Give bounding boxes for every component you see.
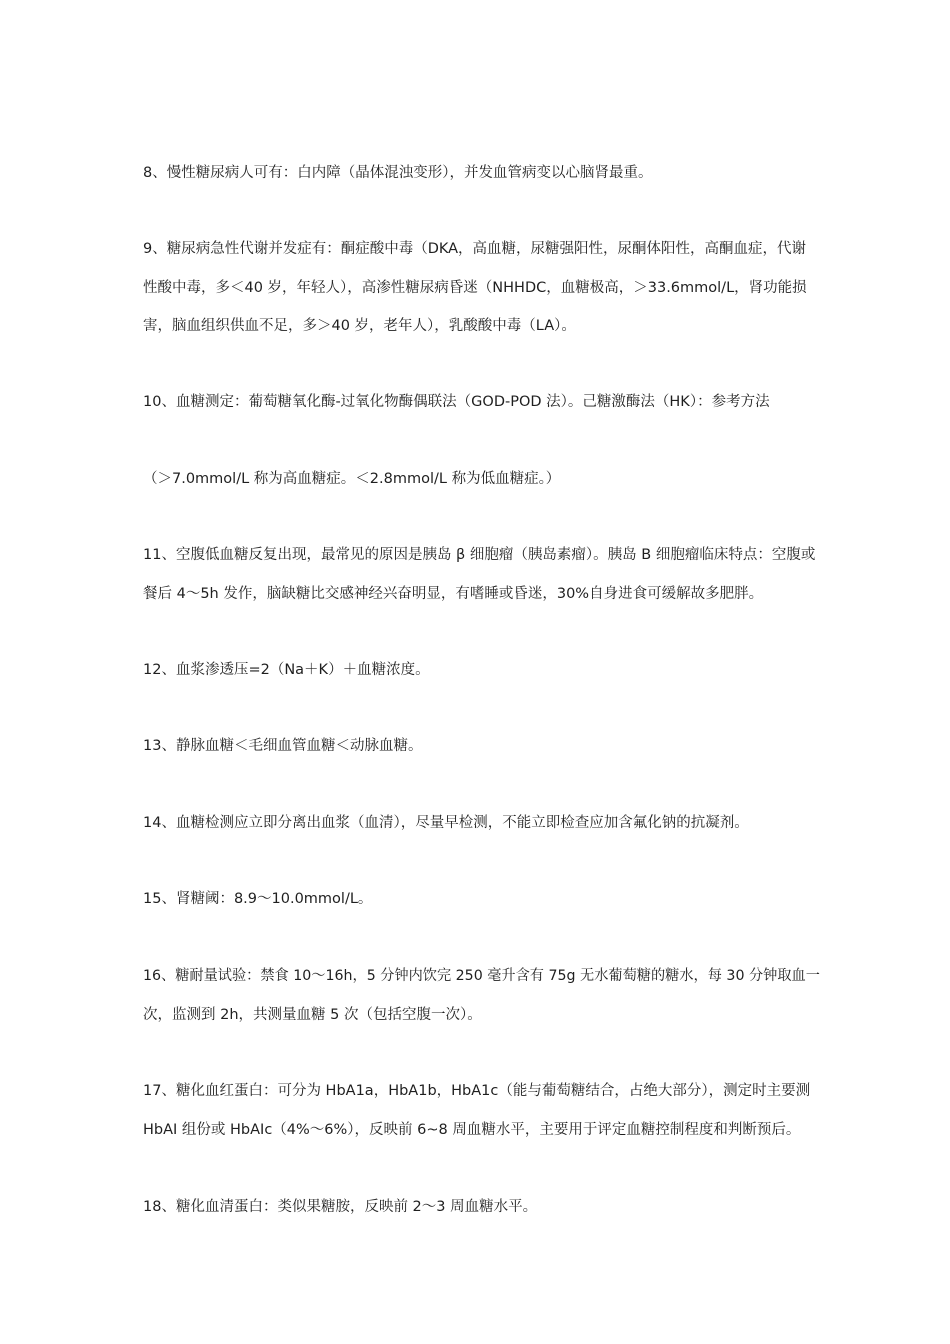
item-14-line-1: 14、血糖检测应立即分离出血浆（血清），尽量早检测，不能立即检查应加含氟化钠的抗凝剂。: [143, 815, 749, 831]
item-10-line-1: 10、血糖测定：葡萄糖氧化酶-过氧化物酶偶联法（GOD-POD 法）。己糖激酶法（HK）：参考方法: [143, 394, 770, 410]
item-16-line-2: 次，监测到 2h，共测量血糖 5 次（包括空腹一次）。: [143, 1007, 482, 1023]
item-13-line-1: 13、静脉血糖＜毛细血管血糖＜动脉血糖。: [143, 738, 423, 754]
item-10-line-2: （＞7.0mmol/L 称为高血糖症。＜2.8mmol/L 称为低血糖症。）: [143, 471, 561, 487]
item-12-line-1: 12、血浆渗透压=2（Na＋K）＋血糖浓度。: [143, 662, 430, 678]
item-9-line-3: 害，脑血组织供血不足，多＞40 岁，老年人），乳酸酸中毒（LA）。: [143, 318, 576, 334]
item-17-line-1: 17、糖化血红蛋白：可分为 HbA1a，HbA1b，HbA1c（能与葡萄糖结合，占绝大部分），测定时主要测: [143, 1083, 811, 1099]
item-17-line-2: HbAI 组份或 HbAIc（4%～6%），反映前 6~8 周血糖水平，主要用于评定血糖控制程度和判断预后。: [143, 1122, 801, 1138]
item-18-line-1: 18、糖化血清蛋白：类似果糖胺，反映前 2～3 周血糖水平。: [143, 1199, 538, 1215]
item-8-line-1: 8、慢性糖尿病人可有：白内障（晶体混浊变形），并发血管病变以心脑肾最重。: [143, 165, 653, 181]
item-11-line-1: 11、空腹低血糖反复出现，最常见的原因是胰岛 β 细胞瘤（胰岛素瘤）。胰岛 B 细胞瘤临床特点：空腹或: [143, 547, 816, 563]
item-16-line-1: 16、糖耐量试验：禁食 10～16h，5 分钟内饮完 250 毫升含有 75g 无水葡萄糖的糖水，每 30 分钟取血一: [143, 968, 820, 984]
item-15-line-1: 15、肾糖阈：8.9～10.0mmol/L。: [143, 891, 373, 907]
item-9-line-2: 性酸中毒，多＜40 岁，年轻人），高渗性糖尿病昏迷（NHHDC，血糖极高，＞33.6mmol/L，肾功能损: [143, 280, 807, 296]
item-11-line-2: 餐后 4～5h 发作，脑缺糖比交感神经兴奋明显，有嗜睡或昏迷，30%自身进食可缓解故多肥胖。: [143, 586, 764, 602]
item-9-line-1: 9、糖尿病急性代谢并发症有：酮症酸中毒（DKA，高血糖，尿糖强阳性，尿酮体阳性，高酮血症，代谢: [143, 241, 807, 257]
